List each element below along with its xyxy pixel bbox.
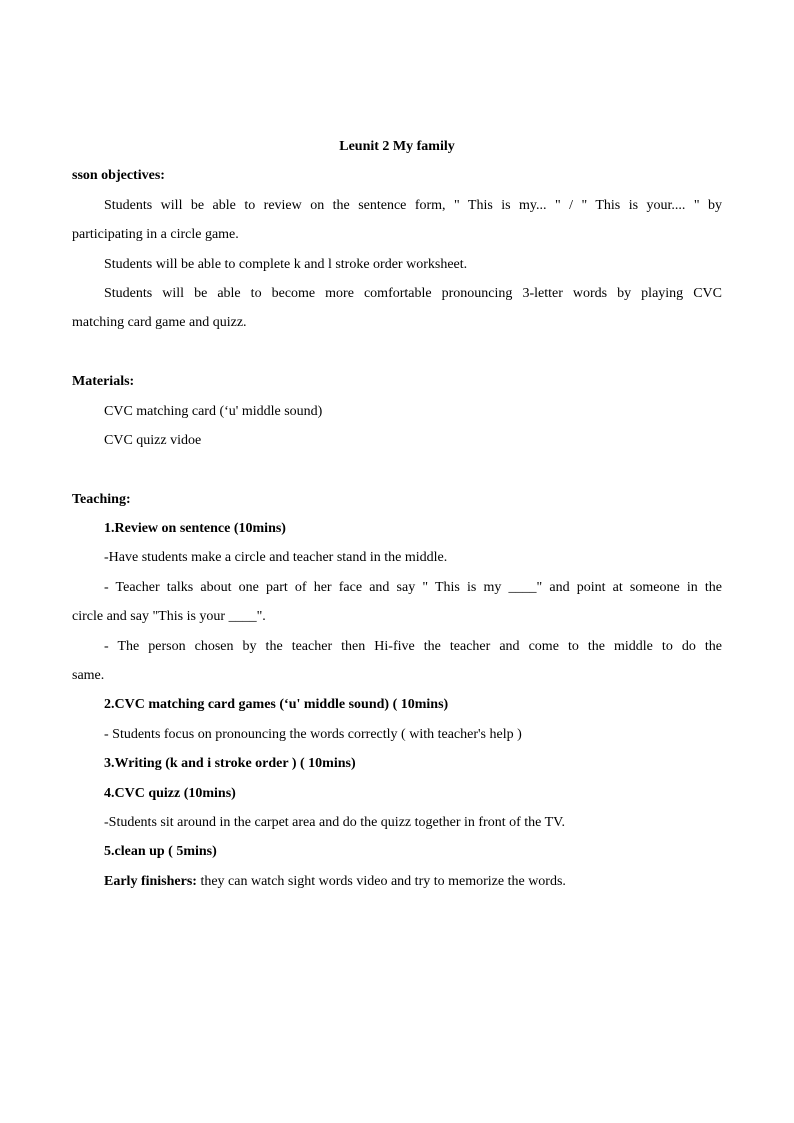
step-1-bullet-2-line-2: circle and say "This is your ____". (72, 609, 266, 625)
step-2-title: 2.CVC matching card games (‘u' middle sound) ( 10mins) (104, 697, 449, 713)
step-1-bullet-2-line-1: - Teacher talks about one part of her face and say " This is my ____" and point at someone in the (104, 579, 722, 595)
document-page (72, 132, 722, 896)
objective-1-line-2: participating in a circle game. (72, 227, 239, 243)
document-title: Leunit 2 My family (339, 139, 455, 154)
step-1-bullet-1: -Have students make a circle and teacher stand in the middle. (104, 550, 448, 566)
step-1-bullet-3-line-1: - The person chosen by the teacher then Hi-five the teacher and come to the middle to do the (104, 638, 722, 654)
spacer (72, 338, 722, 367)
step-3-title: 3.Writing (k and i stroke order ) ( 10mins) (104, 756, 356, 772)
materials-heading: Materials: (72, 374, 135, 390)
early-finishers-label: Early finishers: (104, 873, 197, 889)
objectives-heading: sson objectives: (72, 168, 165, 184)
early-finishers (72, 867, 722, 896)
step-2-bullet-1: - Students focus on pronouncing the words correctly ( with teacher's help ) (104, 726, 522, 742)
spacer (72, 455, 722, 484)
step-4-bullet-1: -Students sit around in the carpet area and do the quizz together in front of the TV. (104, 814, 565, 830)
step-5-title: 5.clean up ( 5mins) (104, 844, 217, 860)
material-item-2: CVC quizz vidoe (104, 432, 202, 448)
teaching-heading: Teaching: (72, 491, 131, 507)
objective-1-line-1: Students will be able to review on the sentence form, " This is my... " / " This is your.... " by (104, 197, 722, 213)
objective-3-line-2: matching card game and quizz. (72, 315, 247, 331)
early-finishers-text: they can watch sight words video and try to memorize the words. (196, 873, 566, 889)
objective-2: Students will be able to complete k and l stroke order worksheet. (104, 256, 468, 272)
step-4-title: 4.CVC quizz (10mins) (104, 785, 236, 801)
material-item-1: CVC matching card (‘u' middle sound) (104, 403, 323, 419)
step-1-bullet-3-line-2: same. (72, 668, 105, 684)
step-1-title: 1.Review on sentence (10mins) (104, 521, 286, 537)
objective-3-line-1: Students will be able to become more comfortable pronouncing 3-letter words by playing CVC (104, 285, 722, 301)
